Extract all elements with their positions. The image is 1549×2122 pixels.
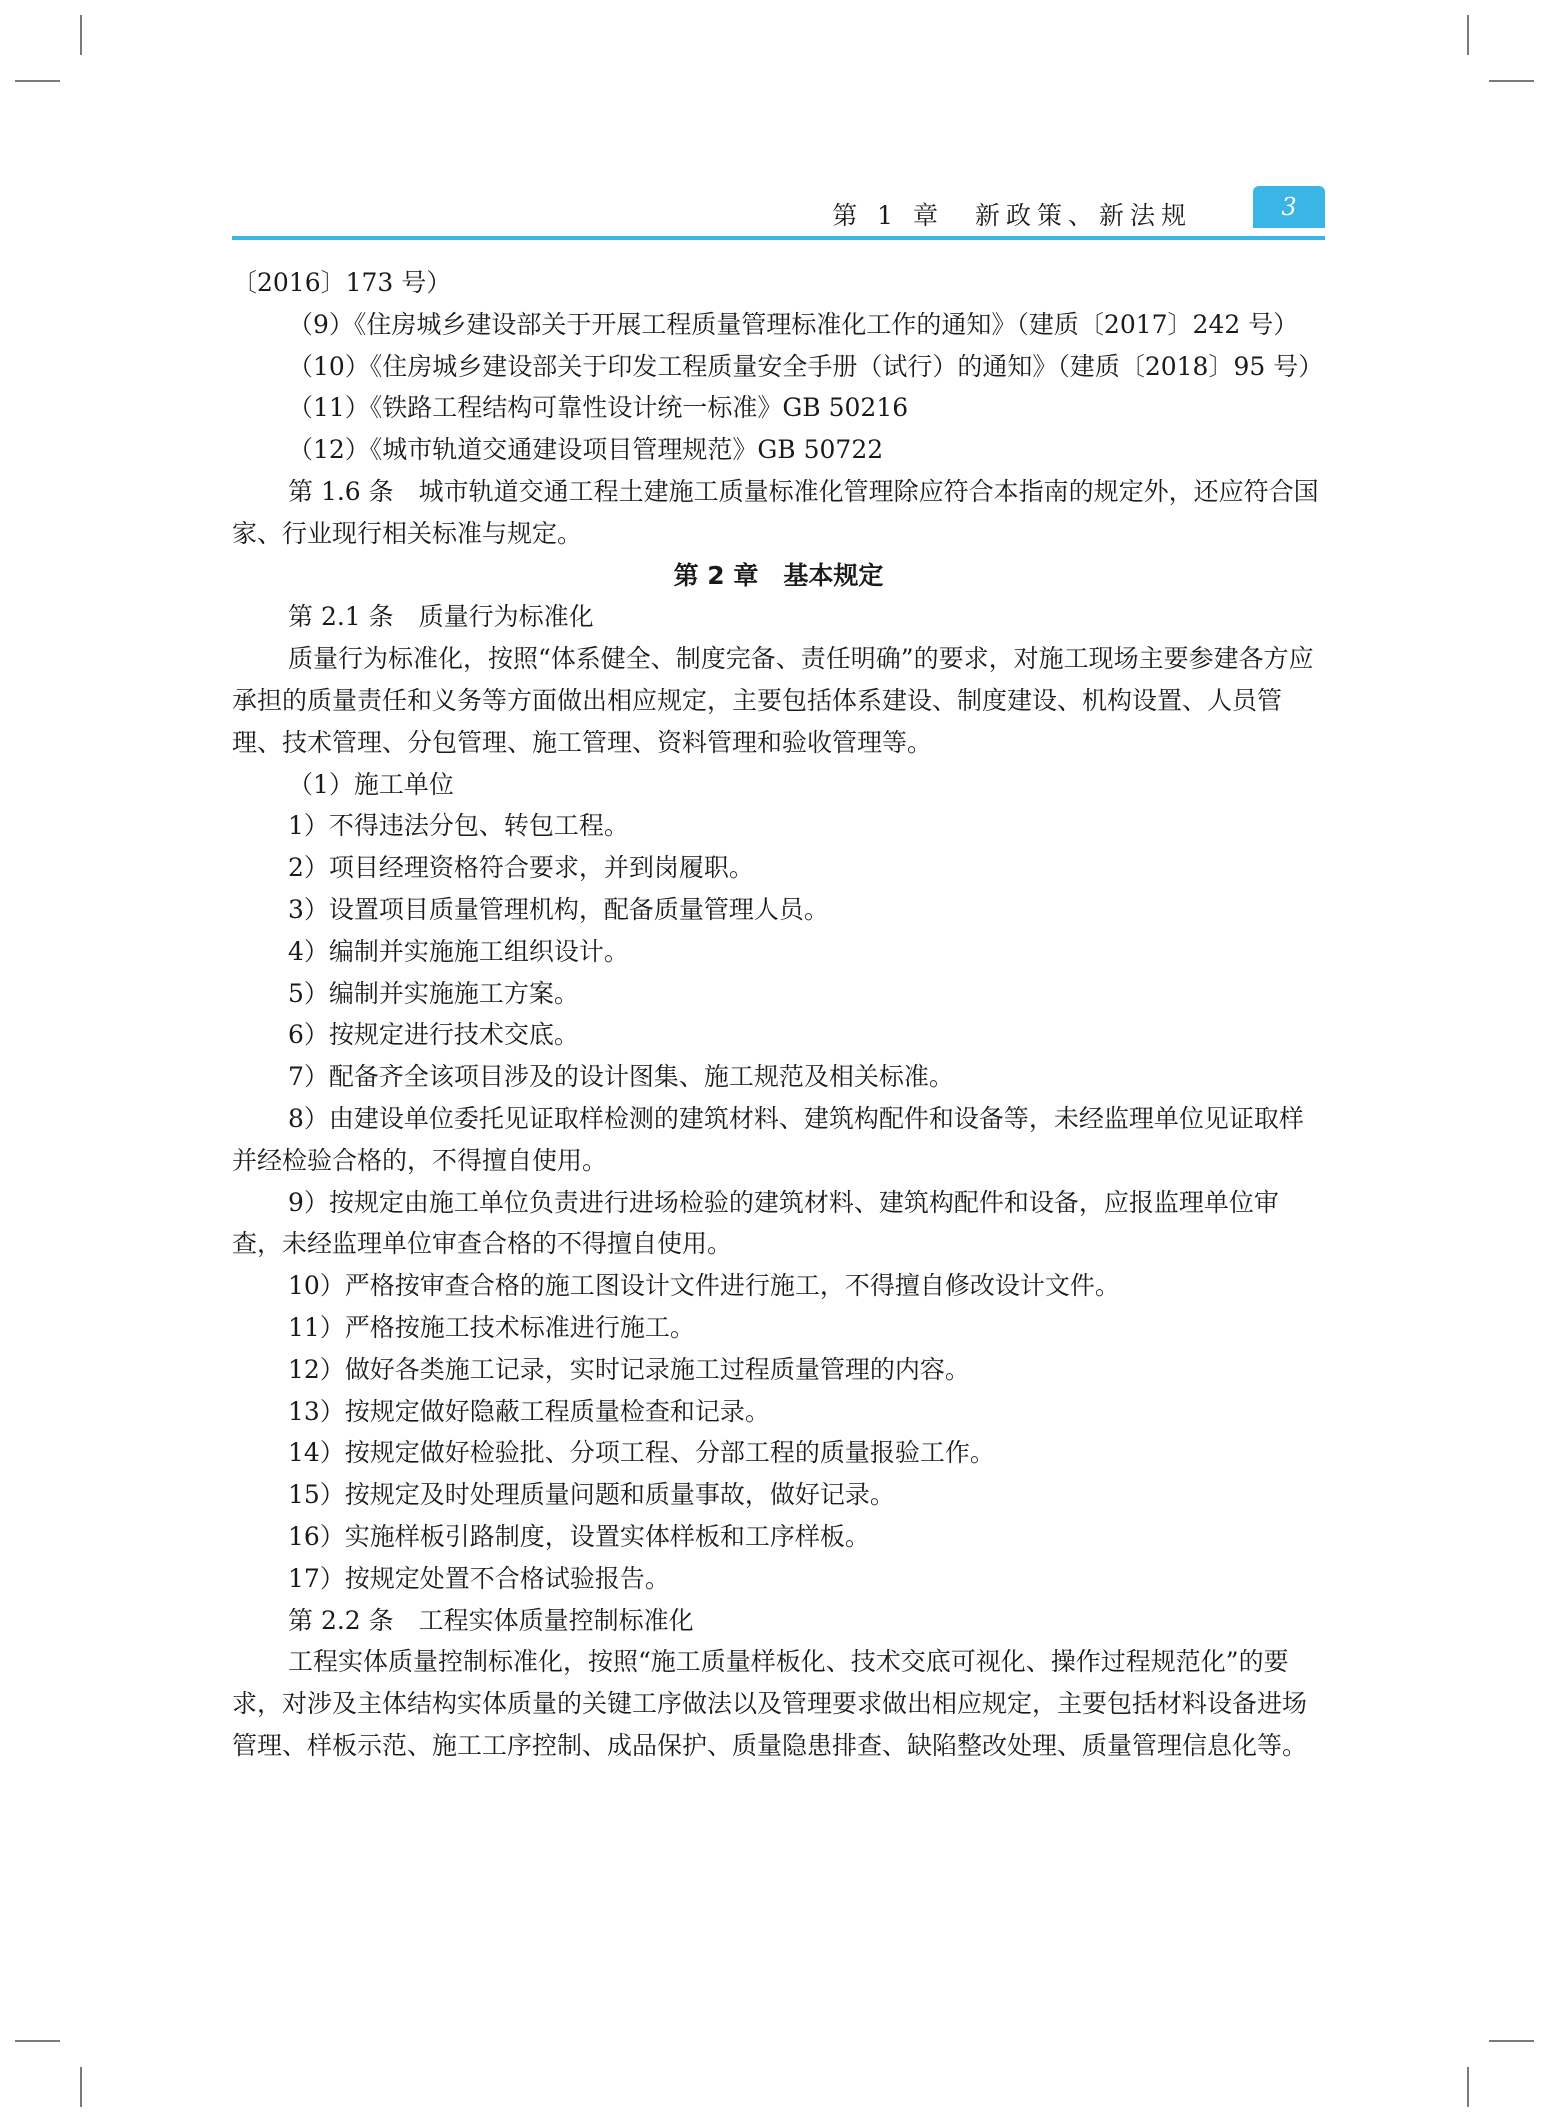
paragraph: 第 1.6 条 城市轨道交通工程土建施工质量标准化管理除应符合本指南的规定外，还应符合国家、行业现行相关标准与规定。 [232,476,1319,548]
page-number-badge: 3 [1253,186,1325,228]
header-rule [232,236,1325,240]
paragraph: 质量行为标准化，按照“体系健全、制度完备、责任明确”的要求，对施工现场主要参建各方应承担的质量责任和义务等方面做出相应规定，主要包括体系建设、制度建设、机构设置、人员管理、技术管理、分包管理、施工管理、资料管理和验收管理等。 [232,644,1314,757]
crop-mark [15,80,60,82]
page-body [232,262,1325,1767]
paragraph: 1）不得违法分包、转包工程。 [288,811,629,841]
paragraph: 11）严格按施工技术标准进行施工。 [288,1312,695,1342]
paragraph: （9）《住房城乡建设部关于开展工程质量管理标准化工作的通知》（建质〔2017〕242 号） [288,309,1299,339]
paragraph: 6）按规定进行技术交底。 [288,1020,579,1050]
paragraph: 第 2.2 条 工程实体质量控制标准化 [288,1605,694,1635]
crop-mark [80,15,82,55]
paragraph: 14）按规定做好检验批、分项工程、分部工程的质量报验工作。 [288,1438,995,1468]
paragraph: 〔2016〕173 号） [232,268,452,297]
crop-mark [15,2040,60,2042]
paragraph: 9）按规定由施工单位负责进行进场检验的建筑材料、建筑构配件和设备，应报监理单位审查，未经监理单位审查合格的不得擅自使用。 [232,1187,1279,1259]
paragraph: 5）编制并实施施工方案。 [288,978,579,1008]
paragraph: 第 2.1 条 质量行为标准化 [288,602,594,632]
paragraph: 3）设置项目质量管理机构，配备质量管理人员。 [288,894,829,924]
crop-mark [80,2067,82,2107]
crop-mark [1489,80,1534,82]
paragraph: 12）做好各类施工记录，实时记录施工过程质量管理的内容。 [288,1354,970,1384]
paragraph: 17）按规定处置不合格试验报告。 [288,1563,670,1593]
paragraph: 10）严格按审查合格的施工图设计文件进行施工，不得擅自修改设计文件。 [288,1271,1120,1301]
paragraph: 工程实体质量控制标准化，按照“施工质量样板化、技术交底可视化、操作过程规范化”的要求，对涉及主体结构实体质量的关键工序做法以及管理要求做出相应规定，主要包括材料设备进场管理、样板示范、施工工序控制、成品保护、质量隐患排查、缺陷整改处理、质量管理信息化等。 [232,1647,1308,1760]
paragraph: 15）按规定及时处理质量问题和质量事故，做好记录。 [288,1480,895,1510]
paragraph: （10）《住房城乡建设部关于印发工程质量安全手册（试行）的通知》（建质〔2018〕95 号） [288,351,1324,381]
paragraph: 13）按规定做好隐蔽工程质量检查和记录。 [288,1396,770,1426]
crop-mark [1467,15,1469,55]
paragraph: （11）《铁路工程结构可靠性设计统一标准》GB 50216 [288,393,909,423]
crop-mark [1489,2040,1534,2042]
paragraph: 16）实施样板引路制度，设置实体样板和工序样板。 [288,1521,870,1551]
paragraph: 4）编制并实施施工组织设计。 [288,936,629,966]
chapter-heading: 第 2 章 基本规定 [673,560,884,590]
running-title: 第 1 章 新政策、新法规 [832,201,1192,230]
page-header [232,186,1325,240]
paragraph: 8）由建设单位委托见证取样检测的建筑材料、建筑构配件和设备等，未经监理单位见证取样并经检验合格的，不得擅自使用。 [232,1103,1304,1175]
paragraph: 2）项目经理资格符合要求，并到岗履职。 [288,853,754,883]
crop-mark [1467,2067,1469,2107]
paragraph: （1）施工单位 [288,769,454,799]
paragraph: （12）《城市轨道交通建设项目管理规范》GB 50722 [288,435,884,465]
paragraph: 7）配备齐全该项目涉及的设计图集、施工规范及相关标准。 [288,1062,954,1092]
